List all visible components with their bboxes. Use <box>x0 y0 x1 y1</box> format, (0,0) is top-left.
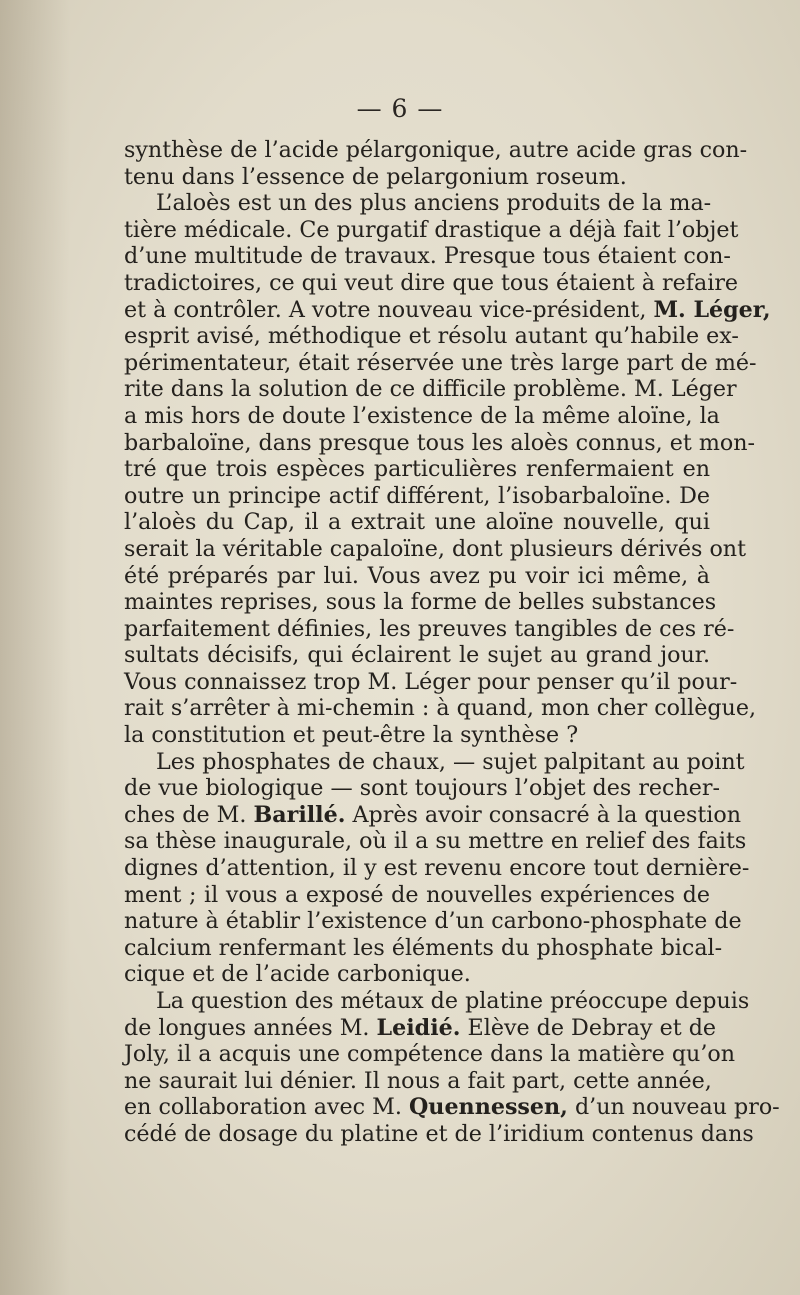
text-line: cédé de dosage du platine et de l’iridium contenus dans <box>124 1120 754 1147</box>
text-line <box>124 1014 717 1042</box>
text-line: La question des métaux de platine préoccupe depuis <box>156 988 750 1014</box>
text-line: cique et de l’acide carbonique. <box>124 961 471 988</box>
text-line: d’une multitude de travaux. Presque tous étaient con- <box>124 243 731 270</box>
text-line: rite dans la solution de ce difficile problème. M. Léger <box>124 376 737 403</box>
text-line: tradictoires, ce qui veut dire que tous étaient à refaire <box>124 269 739 296</box>
text-line: a mis hors de doute l’existence de la même aloïne, la <box>124 402 720 429</box>
text-line: été préparés par lui. Vous avez pu voir ici même, à <box>124 562 710 589</box>
text-line: la constitution et peut-être la synthèse ? <box>124 722 579 749</box>
text-line: sultats décisifs, qui éclairent le sujet au grand jour. <box>124 642 710 669</box>
text-line: ne saurait lui dénier. Il nous a fait part, cette année, <box>124 1067 712 1094</box>
body-text <box>124 137 780 1148</box>
text-line: calcium renfermant les éléments du phosphate bical- <box>124 934 723 961</box>
bold-name: Quennessen, <box>408 1094 568 1121</box>
text-line: maintes reprises, sous la forme de belles substances <box>124 589 717 616</box>
text-line: esprit avisé, méthodique et résolu autant qu’habile ex- <box>124 323 739 350</box>
text-line: rait s’arrêter à mi-chemin : à quand, mon cher collègue, <box>124 695 757 722</box>
text-line <box>124 1094 780 1121</box>
text-segment: et à contrôler. A votre nouveau vice-président, <box>124 296 654 323</box>
text-line: l’aloès du Cap, il a extrait une aloïne nouvelle, qui <box>124 509 710 536</box>
text-line: tré que trois espèces particulières renfermaient en <box>124 456 710 483</box>
text-segment: en collaboration avec M. <box>124 1094 409 1121</box>
text-line: parfaitement définies, les preuves tangibles de ces ré- <box>124 615 735 642</box>
text-line: serait la véritable capaloïne, dont plusieurs dérivés ont <box>124 535 747 562</box>
bold-name: M. Léger, <box>653 296 771 323</box>
text-line: ment ; il vous a exposé de nouvelles expériences de <box>124 881 710 908</box>
text-segment: Elève de Debray et de <box>460 1014 717 1041</box>
text-segment: d’un nouveau pro- <box>567 1094 780 1121</box>
text-segment: de longues années M. <box>124 1014 377 1041</box>
text-line <box>124 801 742 829</box>
page-shadow <box>0 0 70 1295</box>
text-line: L’aloès est un des plus anciens produits de la ma- <box>156 190 712 217</box>
text-line: outre un principe actif différent, l’isobarbaloïne. De <box>124 482 710 509</box>
text-line: synthèse de l’acide pélargonique, autre acide gras con- <box>124 137 748 163</box>
text-line: tière médicale. Ce purgatif drastique a déjà fait l’objet <box>124 216 739 243</box>
text-segment: Après avoir consacré à la question <box>345 801 742 828</box>
text-segment: ches de M. <box>124 801 254 828</box>
text-line: dignes d’attention, il y est revenu encore tout dernière- <box>124 855 750 882</box>
text-line: sa thèse inaugurale, où il a su mettre en relief des faits <box>124 828 747 855</box>
text-line: tenu dans l’essence de pelargonium roseum. <box>124 163 627 190</box>
bold-name: Barillé. <box>253 801 346 828</box>
text-line: Joly, il a acquis une compétence dans la matière qu’on <box>124 1041 736 1068</box>
text-line <box>124 296 771 324</box>
text-line: de vue biologique — sont toujours l’objet des recher- <box>124 775 721 802</box>
bold-name: Leidié. <box>376 1014 461 1041</box>
text-line: Les phosphates de chaux, — sujet palpitant au point <box>156 748 745 775</box>
page-number: — 6 — <box>356 94 444 123</box>
text-line: barbaloïne, dans presque tous les aloès connus, et mon- <box>124 429 756 456</box>
text-line: Vous connaissez trop M. Léger pour penser qu’il pour- <box>124 668 738 695</box>
text-line: périmentateur, était réservée une très large part de mé- <box>124 349 757 376</box>
text-line: nature à établir l’existence d’un carbono-phosphate de <box>124 908 742 935</box>
